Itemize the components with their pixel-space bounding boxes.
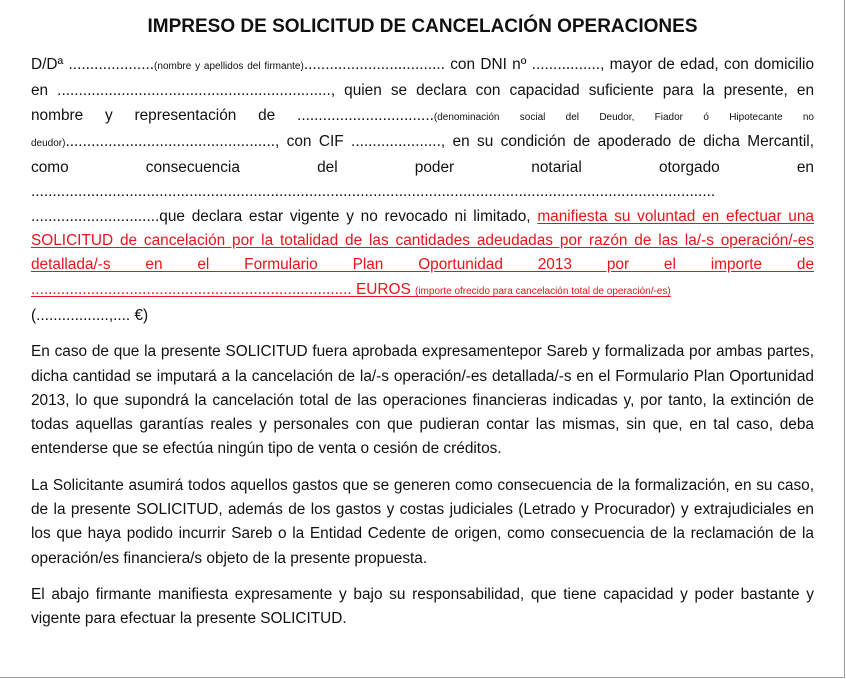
- hint-firmante-name: (nombre y apellidos del firmante): [154, 61, 304, 72]
- declarant-name-line: D/Dª ....................: [31, 56, 155, 73]
- hint-amount-offered: (importe ofrecido para cancelación total de operación/-es): [415, 285, 671, 297]
- paragraph-costs: La Solicitante asumirá todos aquellos gastos que se generen como consecuencia de la formalización, en su caso, de la presente SOLICITUD, además de los gastos y costas judiciales (Letrado y Procurador) y extrajudiciales en los que haya podido incurrir Sareb o la Entidad Cedente de origen, como consecuencia de la reclamación de la operación/es financiera/s objeto de la presente propuesta.: [31, 476, 814, 567]
- document-title: IMPRESO DE SOLICITUD DE CANCELACIÓN OPERACIONES: [147, 16, 698, 37]
- cancellation-request-statement: manifiesta su voluntad en efectuar una SOLICITUD de cancelación por la totalidad de las cantidades adeudadas por razón de las la/-s operación/-es detallada/-s en el Formulario Plan Oportunidad 2013 por el importe de ........................................................................... EUROS: [31, 207, 814, 298]
- amount-euros-field: (.................,.... €): [31, 306, 149, 324]
- declarant-id-address: ................................. con DNI nº ................, mayor de edad, con domicilio en ................................................................, quien se declara con capacidad suficiente para la presente, en nombre y representación de ................................: [31, 56, 814, 124]
- declarant-cif-power: ................................................., con CIF ....................., en su condición de apoderado de dicha Mercantil, como consecuencia del poder notarial otorgado en ................................................................................................................................................................ ..............................que declara estar vigente y no revocado ni limitado,: [31, 132, 814, 225]
- hint-company-name: (denominación social del Deudor, Fiador ó Hipotecante no deudor): [31, 111, 814, 149]
- paragraph-approval-effects: En caso de que la presente SOLICITUD fuera aprobada expresamentepor Sareb y formalizada por ambas partes, dicha cantidad se imputará a la cancelación de la/-s operación/-es detallada/-s en el Formulario Plan Oportunidad 2013, lo que supondrá la cancelación total de las operaciones financieras indicadas y, por tanto, la extinción de todas aquellas garantías reales y personales con que pudieran contar las mismas, sin que, en tal caso, deba entenderse que se efectúa ningún tipo de venta o cesión de créditos.: [31, 343, 814, 458]
- paragraph-signatory-capacity: El abajo firmante manifiesta expresamente y bajo su responsabilidad, que tiene capacidad y poder bastante y vigente para efectuar la presente SOLICITUD.: [31, 585, 814, 628]
- paragraph-declarant: [31, 53, 814, 328]
